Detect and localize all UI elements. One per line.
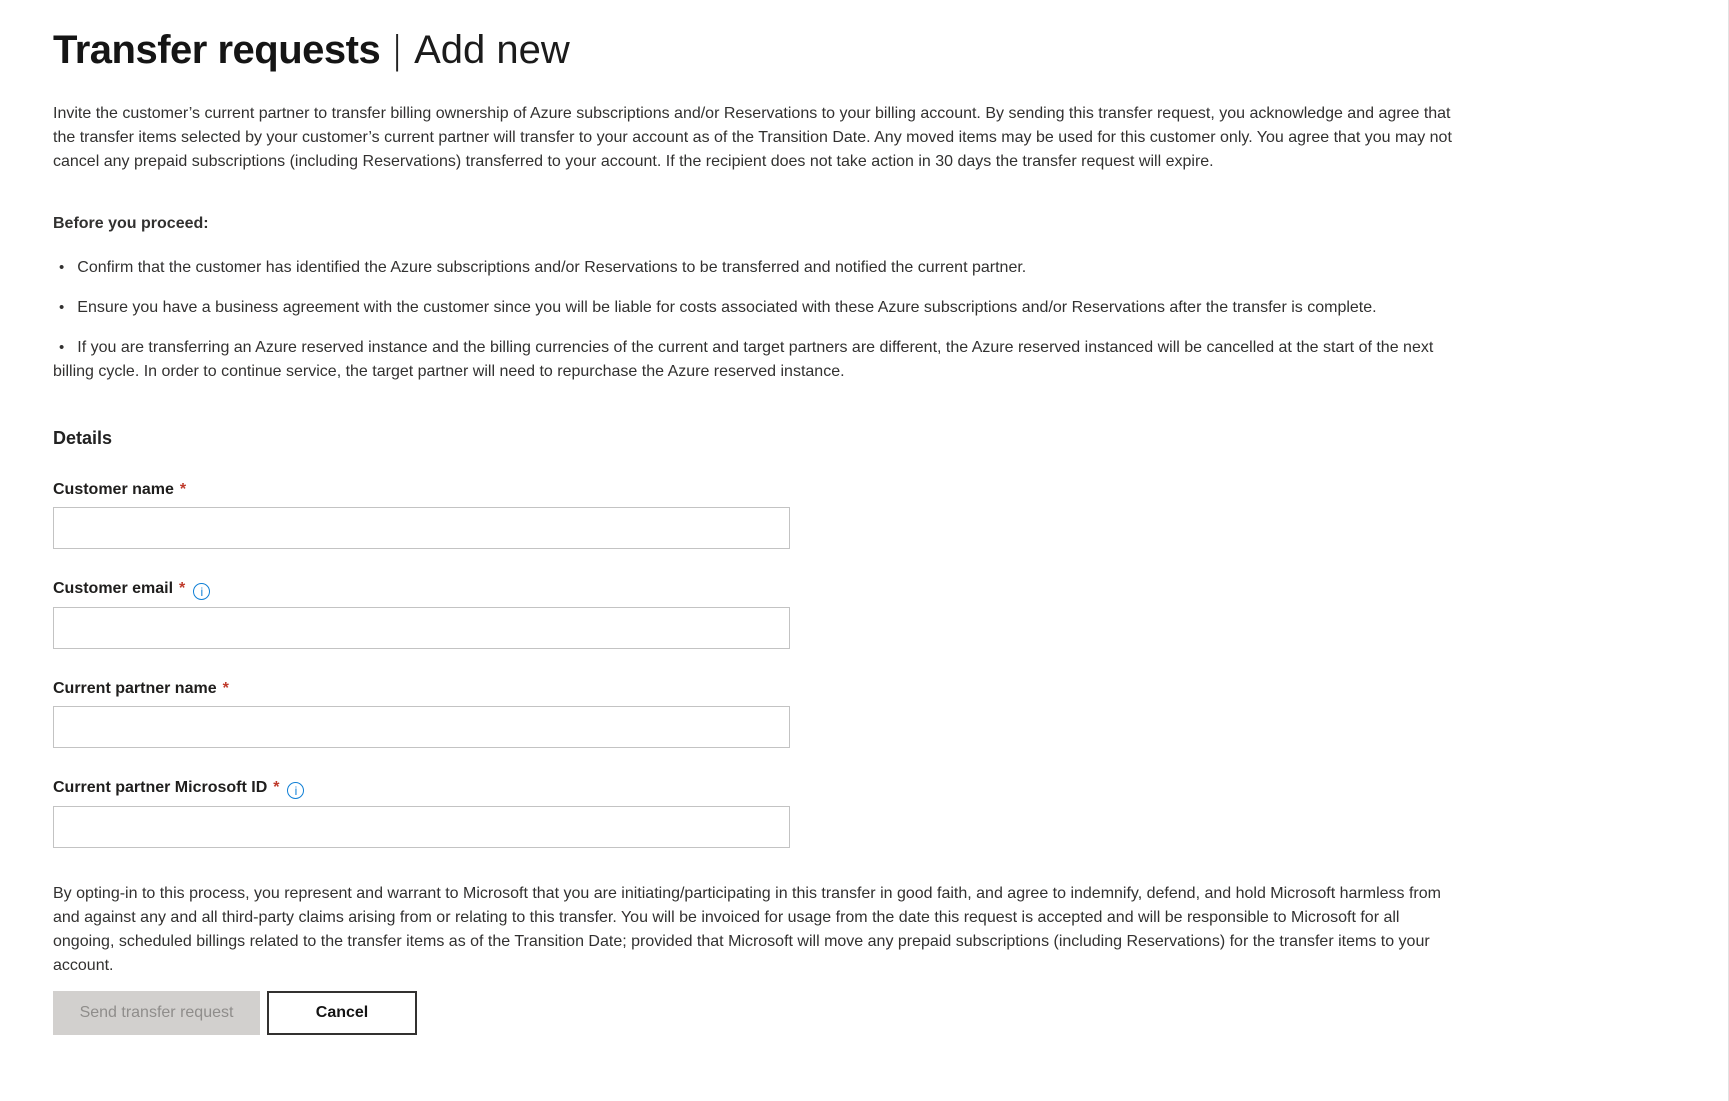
customer-email-input[interactable] xyxy=(53,607,790,649)
bullet-text: If you are transferring an Azure reserved instance and the billing currencies of the current and target partners are different, the Azure reserved instanced will be cancelled at the start of the next billing cycle. In order to continue service, the target partner will need to repurchase the Azure reserved instance. xyxy=(53,339,1434,380)
info-icon[interactable]: i xyxy=(287,782,304,799)
required-asterisk: * xyxy=(179,481,187,498)
required-asterisk: * xyxy=(179,580,186,597)
field-customer-email xyxy=(53,579,1673,649)
field-label-row xyxy=(53,778,1673,799)
legal-disclaimer-text: By opting-in to this process, you represent and warrant to Microsoft that you are initiating/participating in this transfer in good faith, and agree to indemnify, defend, and hold Microsoft harmless from and against any and all third-party claims arising from or relating to this transfer. You will be invoiced for usage from the date this request is accepted and will be responsible to Microsoft for all ongoing, scheduled billings related to the transfer items as of the Transition Date; provided that Microsoft will move any prepaid subscriptions (including Reservations) for the transfer items to your account. xyxy=(53,885,1441,974)
bullet-item-reserved-instance xyxy=(53,336,1458,384)
action-bar xyxy=(53,991,1673,1035)
field-label-row xyxy=(53,480,1673,500)
field-label-row xyxy=(53,679,1673,699)
intro-text: Invite the customer’s current partner to transfer billing ownership of Azure subscriptions and/or Reservations to your billing account. By sending this transfer request, you acknowledge and agree that the transfer items selected by your customer’s current partner will transfer to your account as of the Transition Date. Any moved items may be used for this customer only. You agree that you may not cancel any prepaid subscriptions (including Reservations) transferred to your account. If the recipient does not take action in 30 days the transfer request will expire. xyxy=(53,105,1452,170)
customer-email-label: Customer email xyxy=(53,580,174,597)
bullet-icon: • xyxy=(59,259,65,276)
page-title-separator: | xyxy=(394,28,401,72)
field-label-row xyxy=(53,579,1673,600)
bullet-text: Ensure you have a business agreement with the customer since you will be liable for costs associated with these Azure subscriptions and/or Reservations after the transfer is complete. xyxy=(77,299,1377,316)
info-icon[interactable]: i xyxy=(193,583,210,600)
send-transfer-request-button[interactable]: Send transfer request xyxy=(53,991,260,1035)
field-customer-name xyxy=(53,480,1673,549)
bullet-item-confirm xyxy=(53,256,1458,280)
details-heading: Details xyxy=(53,428,113,448)
field-current-partner-microsoft-id xyxy=(53,778,1673,848)
current-partner-microsoft-id-label: Current partner Microsoft ID xyxy=(53,779,268,796)
current-partner-name-label: Current partner name xyxy=(53,680,217,697)
field-current-partner-name xyxy=(53,679,1673,748)
required-asterisk: * xyxy=(273,779,280,796)
bullet-item-agreement xyxy=(53,296,1458,320)
current-partner-name-input[interactable] xyxy=(53,706,790,748)
page-title xyxy=(53,26,1673,74)
bullet-text: Confirm that the customer has identified the Azure subscriptions and/or Reservations to be transferred and notified the current partner. xyxy=(77,259,1027,276)
customer-name-input[interactable] xyxy=(53,507,790,549)
bullet-icon: • xyxy=(59,339,65,356)
required-asterisk: * xyxy=(222,680,229,697)
customer-name-label: Customer name xyxy=(53,481,174,498)
bullet-icon: • xyxy=(59,299,65,316)
page-title-subtitle: Add new xyxy=(414,28,570,72)
page-title-primary: Transfer requests xyxy=(53,28,381,72)
current-partner-microsoft-id-input[interactable] xyxy=(53,806,790,848)
cancel-button[interactable]: Cancel xyxy=(267,991,417,1035)
before-you-proceed-heading: Before you proceed: xyxy=(53,215,209,232)
